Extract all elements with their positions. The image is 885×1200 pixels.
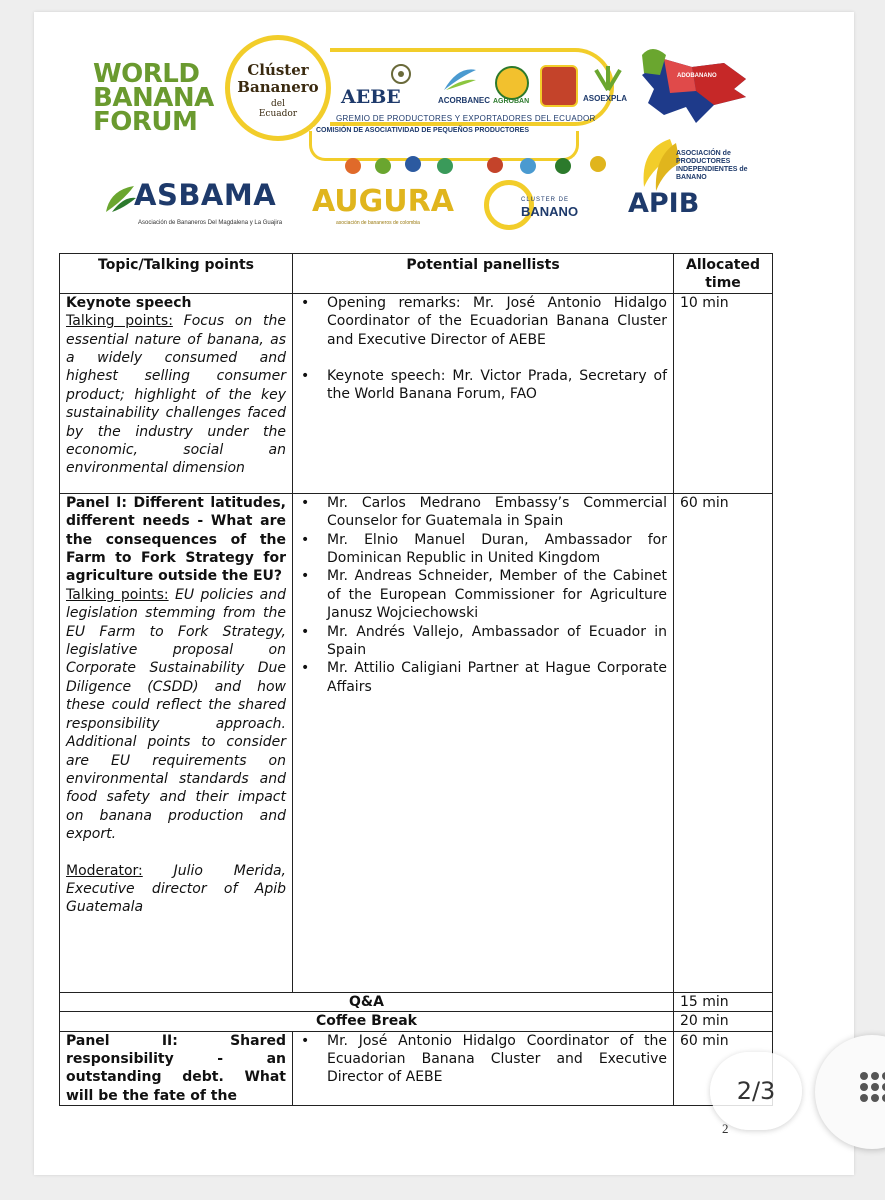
acorbanec-leaf-icon <box>440 64 480 94</box>
adobanano-label: ADOBANANO <box>677 73 717 79</box>
member-logo-6-icon <box>520 158 536 174</box>
apib-logo-text: APIB <box>628 188 700 219</box>
world-banana-forum-logo <box>93 59 214 137</box>
augura-subtitle: asociación de bananeros de colombia <box>336 220 420 226</box>
grid-dots-icon <box>860 1072 885 1112</box>
cluster-bananero-line1: Clúster <box>247 61 309 79</box>
panel2-time: 60 min <box>674 1031 773 1106</box>
panel1-moderator <box>66 862 286 917</box>
panel1-topic-cell <box>60 493 293 992</box>
page-number: 2 <box>722 1121 729 1136</box>
table-row-coffee <box>60 1012 773 1031</box>
table-row-keynote <box>60 293 773 493</box>
asbama-leaf-icon <box>104 184 136 214</box>
comision-title: COMISIÓN DE ASOCIATIVIDAD DE PEQUEÑOS PRODUCTORES <box>313 127 532 134</box>
aebe-logo-text: AEBE <box>341 86 401 108</box>
panel1-talking-points <box>66 586 286 844</box>
panellist-item: • Mr. Carlos Medrano Embassy’s Commercial Counselor for Guatemala in Spain <box>327 494 667 531</box>
table-row-qa <box>60 992 773 1011</box>
keynote-talking-points <box>66 312 286 478</box>
cluster-banano-top: CLUSTER DE <box>521 197 570 203</box>
gremio-text: GREMIO DE PRODUCTORES Y EXPORTADORES DEL ECUADOR <box>336 114 596 123</box>
keynote-topic-cell <box>60 293 293 493</box>
asoexpla-leaf-icon <box>588 62 628 92</box>
cluster-banano-title: BANANO <box>521 204 579 219</box>
panellist-item: • Mr. Andrés Vallejo, Ambassador of Ecuador in Spain <box>327 623 667 660</box>
agroban-label: AGROBAN <box>493 98 530 105</box>
cluster-bananero-line2: Bananero <box>237 78 319 96</box>
panel1-panellists-cell <box>293 493 674 992</box>
shield-emblem-icon <box>540 65 578 107</box>
table-row-panel2 <box>60 1031 773 1106</box>
cluster-bananero-line4: Ecuador <box>258 109 298 119</box>
member-logo-3-icon <box>405 156 421 172</box>
panellist-item: • Mr. Elnio Manuel Duran, Ambassador for Dominican Republic in United Kingdom <box>327 531 667 568</box>
qa-time: 15 min <box>674 992 773 1011</box>
asbama-subtitle: Asociación de Bananeros Del Magdalena y La Guajira <box>138 220 283 226</box>
apib-subtitle: ASOCIACIÓN de PRODUCTORES INDEPENDIENTES de BANANO <box>676 150 748 181</box>
header-topic: Topic/Talking points <box>60 254 293 294</box>
member-logo-5-icon <box>487 157 503 173</box>
cluster-bananero-logo <box>225 35 331 141</box>
agenda-table <box>59 253 773 1106</box>
coffee-label: Coffee Break <box>60 1012 674 1031</box>
panel1-tp-text: EU policies and legislation stemming from the EU Farm to Fork Strategy, legislative proposal on Corporate Sustainability Due Diligence (CSDD) and how these could reflect the shared responsibility approach. Additional points to consider are EU requirements on environmental standards and food safety and their impact on banana production and export. <box>66 586 287 843</box>
cluster-bananero-line3: del <box>271 99 285 109</box>
keynote-title: Keynote speech <box>66 294 192 311</box>
keynote-tp-text: Focus on the essential nature of banana, as a widely consumed and highest selling consumer product; highlight of the key sustainability challenges faced by the industry under the economic, social an environmental dimension <box>66 313 286 477</box>
apib-banana-icon <box>632 135 682 195</box>
wbf-line-1: WORLD <box>93 59 200 89</box>
member-logo-7-icon <box>555 158 571 174</box>
member-logo-2-icon <box>375 158 391 174</box>
talking-points-label: Talking points: <box>66 313 173 330</box>
panel2-title: Panel II: Shared responsibility - an outstanding debt. What will be the fate of the <box>60 1031 293 1106</box>
wbf-line-2: BANANA <box>93 83 214 113</box>
header-time: Allocated time <box>674 254 773 294</box>
acorbanec-label: ACORBANEC <box>438 96 490 105</box>
panel1-title: Panel I: Different latitudes, different needs - What are the consequences of the Farm to Fork Strategy for agriculture outside the EU? <box>66 494 286 585</box>
panellist-item: • Mr. Attilio Caligiani Partner at Hague Corporate Affairs <box>327 659 667 696</box>
asoexpla-label: ASOEXPLA <box>583 94 628 103</box>
member-logo-8-icon <box>590 156 606 172</box>
panel1-time: 60 min <box>674 493 773 992</box>
member-logo-1-icon <box>345 158 361 174</box>
qa-label: Q&A <box>60 992 674 1011</box>
keynote-panellists-cell <box>293 293 674 493</box>
header-panellists: Potential panellists <box>293 254 674 294</box>
wbf-line-3: FORUM <box>93 107 198 137</box>
asbama-logo-text: ASBAMA <box>134 178 277 212</box>
member-logo-4-icon <box>437 158 453 174</box>
aebe-emblem-icon <box>388 62 414 86</box>
talking-points-label: Talking points: <box>66 586 169 603</box>
table-header-row <box>60 254 773 294</box>
panellist-item: • Keynote speech: Mr. Victor Prada, Secretary of the World Banana Forum, FAO <box>327 367 667 404</box>
moderator-text: Julio Merida, Executive director of Apib Guatemala <box>66 862 286 916</box>
panellist-item: • Mr. Andreas Schneider, Member of the Cabinet of the European Commissioner for Agriculture Janusz Wojciechowski <box>327 567 667 622</box>
moderator-label: Moderator: <box>66 862 143 879</box>
coffee-time: 20 min <box>674 1012 773 1031</box>
page-indicator[interactable]: 2/3 <box>710 1052 802 1130</box>
panellist-item: • Mr. José Antonio Hidalgo Coordinator of the Ecuadorian Banana Cluster and Executive Director of AEBE <box>327 1032 667 1087</box>
dominican-republic-map-icon <box>634 45 754 130</box>
keynote-time: 10 min <box>674 293 773 493</box>
agroban-logo-icon <box>495 66 529 100</box>
comision-frame <box>309 131 579 161</box>
table-row-panel1 <box>60 493 773 992</box>
augura-logo-text: AUGURA <box>312 184 454 219</box>
panel2-panellists-cell <box>293 1031 674 1106</box>
panellist-item: • Opening remarks: Mr. José Antonio Hidalgo Coordinator of the Ecuadorian Banana Cluster and Executive Director of AEBE <box>327 294 667 349</box>
